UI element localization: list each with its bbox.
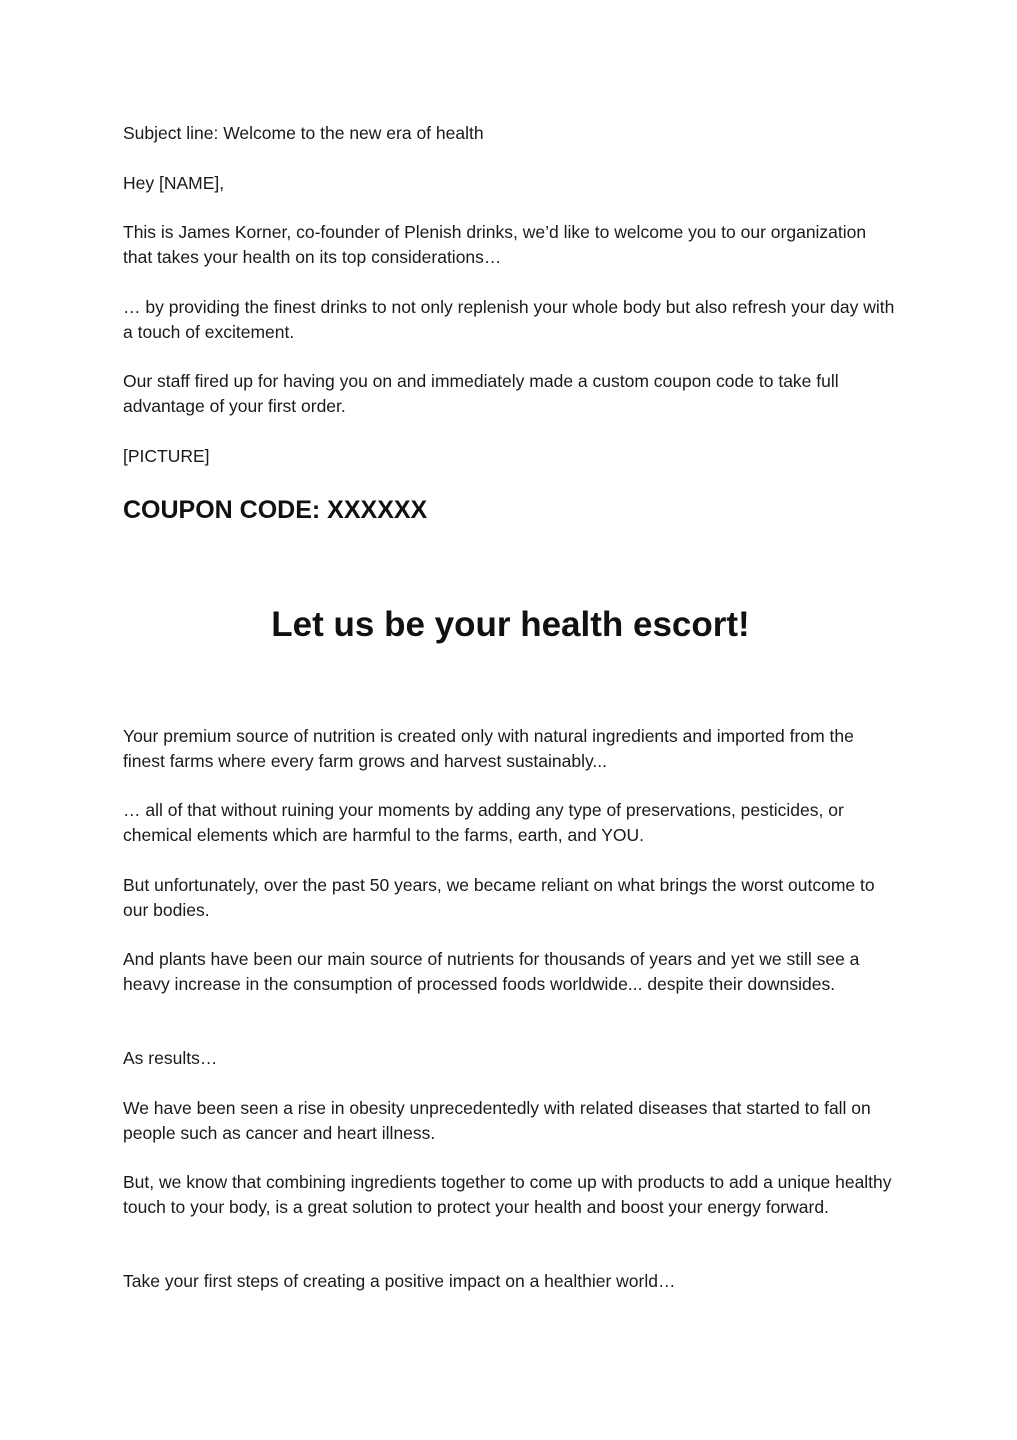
body-paragraph-2: … all of that without ruining your moments by adding any type of preservations, pesticides, or chemical elements which are harmful to the farms, earth, and YOU. xyxy=(123,800,844,845)
picture-placeholder: [PICTURE] xyxy=(123,446,210,466)
body-paragraph-4: And plants have been our main source of nutrients for thousands of years and yet we still see a heavy increase in the consumption of processed foods worldwide... despite their downsides. xyxy=(123,949,860,994)
coupon-intro-paragraph: Our staff fired up for having you on and immediately made a custom coupon code to take full advantage of your first order. xyxy=(123,371,839,416)
body-paragraph-7: But, we know that combining ingredients together to come up with products to add a unique healthy touch to your body, is a great solution to protect your health and boost your energy forward. xyxy=(123,1172,892,1217)
body-paragraph-6: We have been seen a rise in obesity unprecedentedly with related diseases that started to fall on people such as cancer and heart illness. xyxy=(123,1098,871,1143)
body-paragraph-1: Your premium source of nutrition is created only with natural ingredients and imported from the finest farms where every farm grows and harvest sustainably... xyxy=(123,726,854,771)
greeting: Hey [NAME], xyxy=(123,173,225,193)
body-paragraph-8: Take your first steps of creating a positive impact on a healthier world… xyxy=(123,1271,676,1291)
body-paragraph-3: But unfortunately, over the past 50 years, we became reliant on what brings the worst outcome to our bodies. xyxy=(123,875,875,920)
subject-line: Subject line: Welcome to the new era of health xyxy=(123,123,484,143)
headline: Let us be your health escort! xyxy=(271,605,750,644)
body-paragraph-5: As results… xyxy=(123,1048,218,1068)
intro-paragraph: This is James Korner, co-founder of Plenish drinks, we’d like to welcome you to our organization that takes your health on its top considerations… xyxy=(123,222,867,267)
coupon-code: COUPON CODE: XXXXXX xyxy=(123,496,428,524)
drinks-paragraph: … by providing the finest drinks to not only replenish your whole body but also refresh your day with a touch of excitement. xyxy=(123,297,895,342)
